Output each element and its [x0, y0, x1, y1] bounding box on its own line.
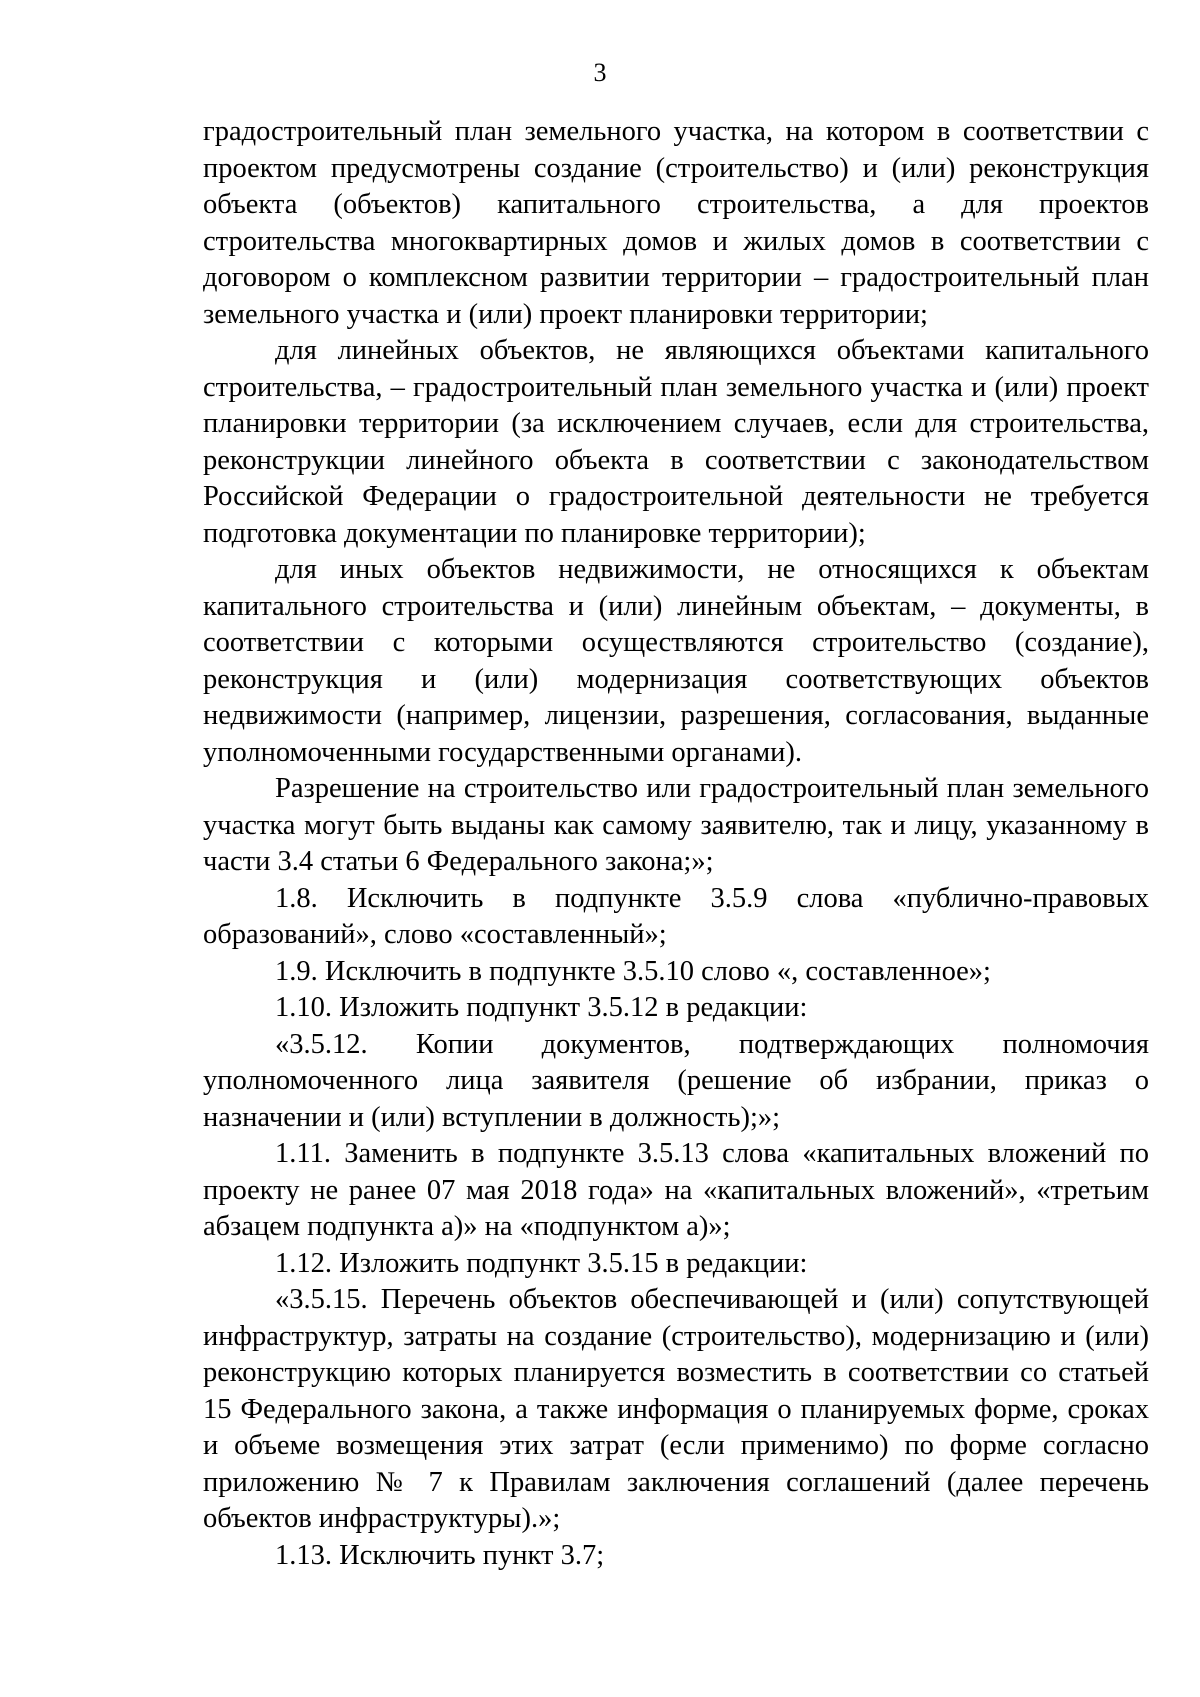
paragraph: градостроительный план земельного участка, на котором в соответствии с проектом предусмотрены создание (строительство) и (или) реконструкция объекта (объектов) капитального строительства, а для проектов строительства многоквартирных домов и жилых домов в соответствии с договором о комплексном развитии территории – градостроительный план земельного участка и (или) проект планировки территории; [203, 116, 1149, 330]
paragraph: 1.13. Исключить пункт 3.7; [275, 1539, 605, 1571]
paragraph: 1.11. Заменить в подпункте 3.5.13 слова «капитальных вложений по проекту не ранее 07 мая 2018 года» на «капитальных вложений», «третьим абзацем подпункта а)» на «подпунктом а)»; [203, 1138, 1149, 1242]
paragraph: 1.12. Изложить подпункт 3.5.15 в редакции: [275, 1247, 808, 1279]
paragraph: «3.5.15. Перечень объектов обеспечивающей и (или) сопутствующей инфраструктур, затраты на создание (строительство), модернизацию и (или) реконструкцию которых планируется возместить в соответствии со статьей 15 Федерального закона, а также информация о планируемых форме, сроках и объеме возмещения этих затрат (если применимо) по форме согласно приложению № 7 к Правилам заключения соглашений (далее перечень объектов инфраструктуры).»; [203, 1284, 1149, 1534]
paragraph: 1.10. Изложить подпункт 3.5.12 в редакции: [275, 992, 808, 1023]
paragraph: 1.9. Исключить в подпункте 3.5.10 слово «, составленное»; [275, 955, 991, 987]
document-body [203, 114, 1149, 1574]
paragraph: для иных объектов недвижимости, не относящихся к объектам капитального строительства и (или) линейным объектам, – документы, в соответствии с которыми осуществляются строительство (создание), реконструкция и (или) модернизация соответствующих объектов недвижимости (например, лицензии, разрешения, согласования, выданные уполномоченными государственными органами). [203, 554, 1149, 768]
paragraph: Разрешение на строительство или градостроительный план земельного участка могут быть выданы как самому заявителю, так и лицу, указанному в части 3.4 статьи 6 Федерального закона;»; [203, 773, 1149, 877]
paragraph: для линейных объектов, не являющихся объектами капитального строительства, – градостроительный план земельного участка и (или) проект планировки территории (за исключением случаев, если для строительства, реконструкции линейного объекта в соответствии с законодательством Российской Федерации о градостроительной деятельности не требуется подготовка документации по планировке территории); [203, 335, 1149, 549]
page-number: 3 [593, 58, 607, 87]
paragraph: 1.8. Исключить в подпункте 3.5.9 слова «публично-правовых образований», слово «составленный»; [203, 882, 1149, 950]
paragraph: «3.5.12. Копии документов, подтверждающих полномочия уполномоченного лица заявителя (решение об избрании, приказ о назначении и (или) вступлении в должность);»; [203, 1028, 1149, 1133]
